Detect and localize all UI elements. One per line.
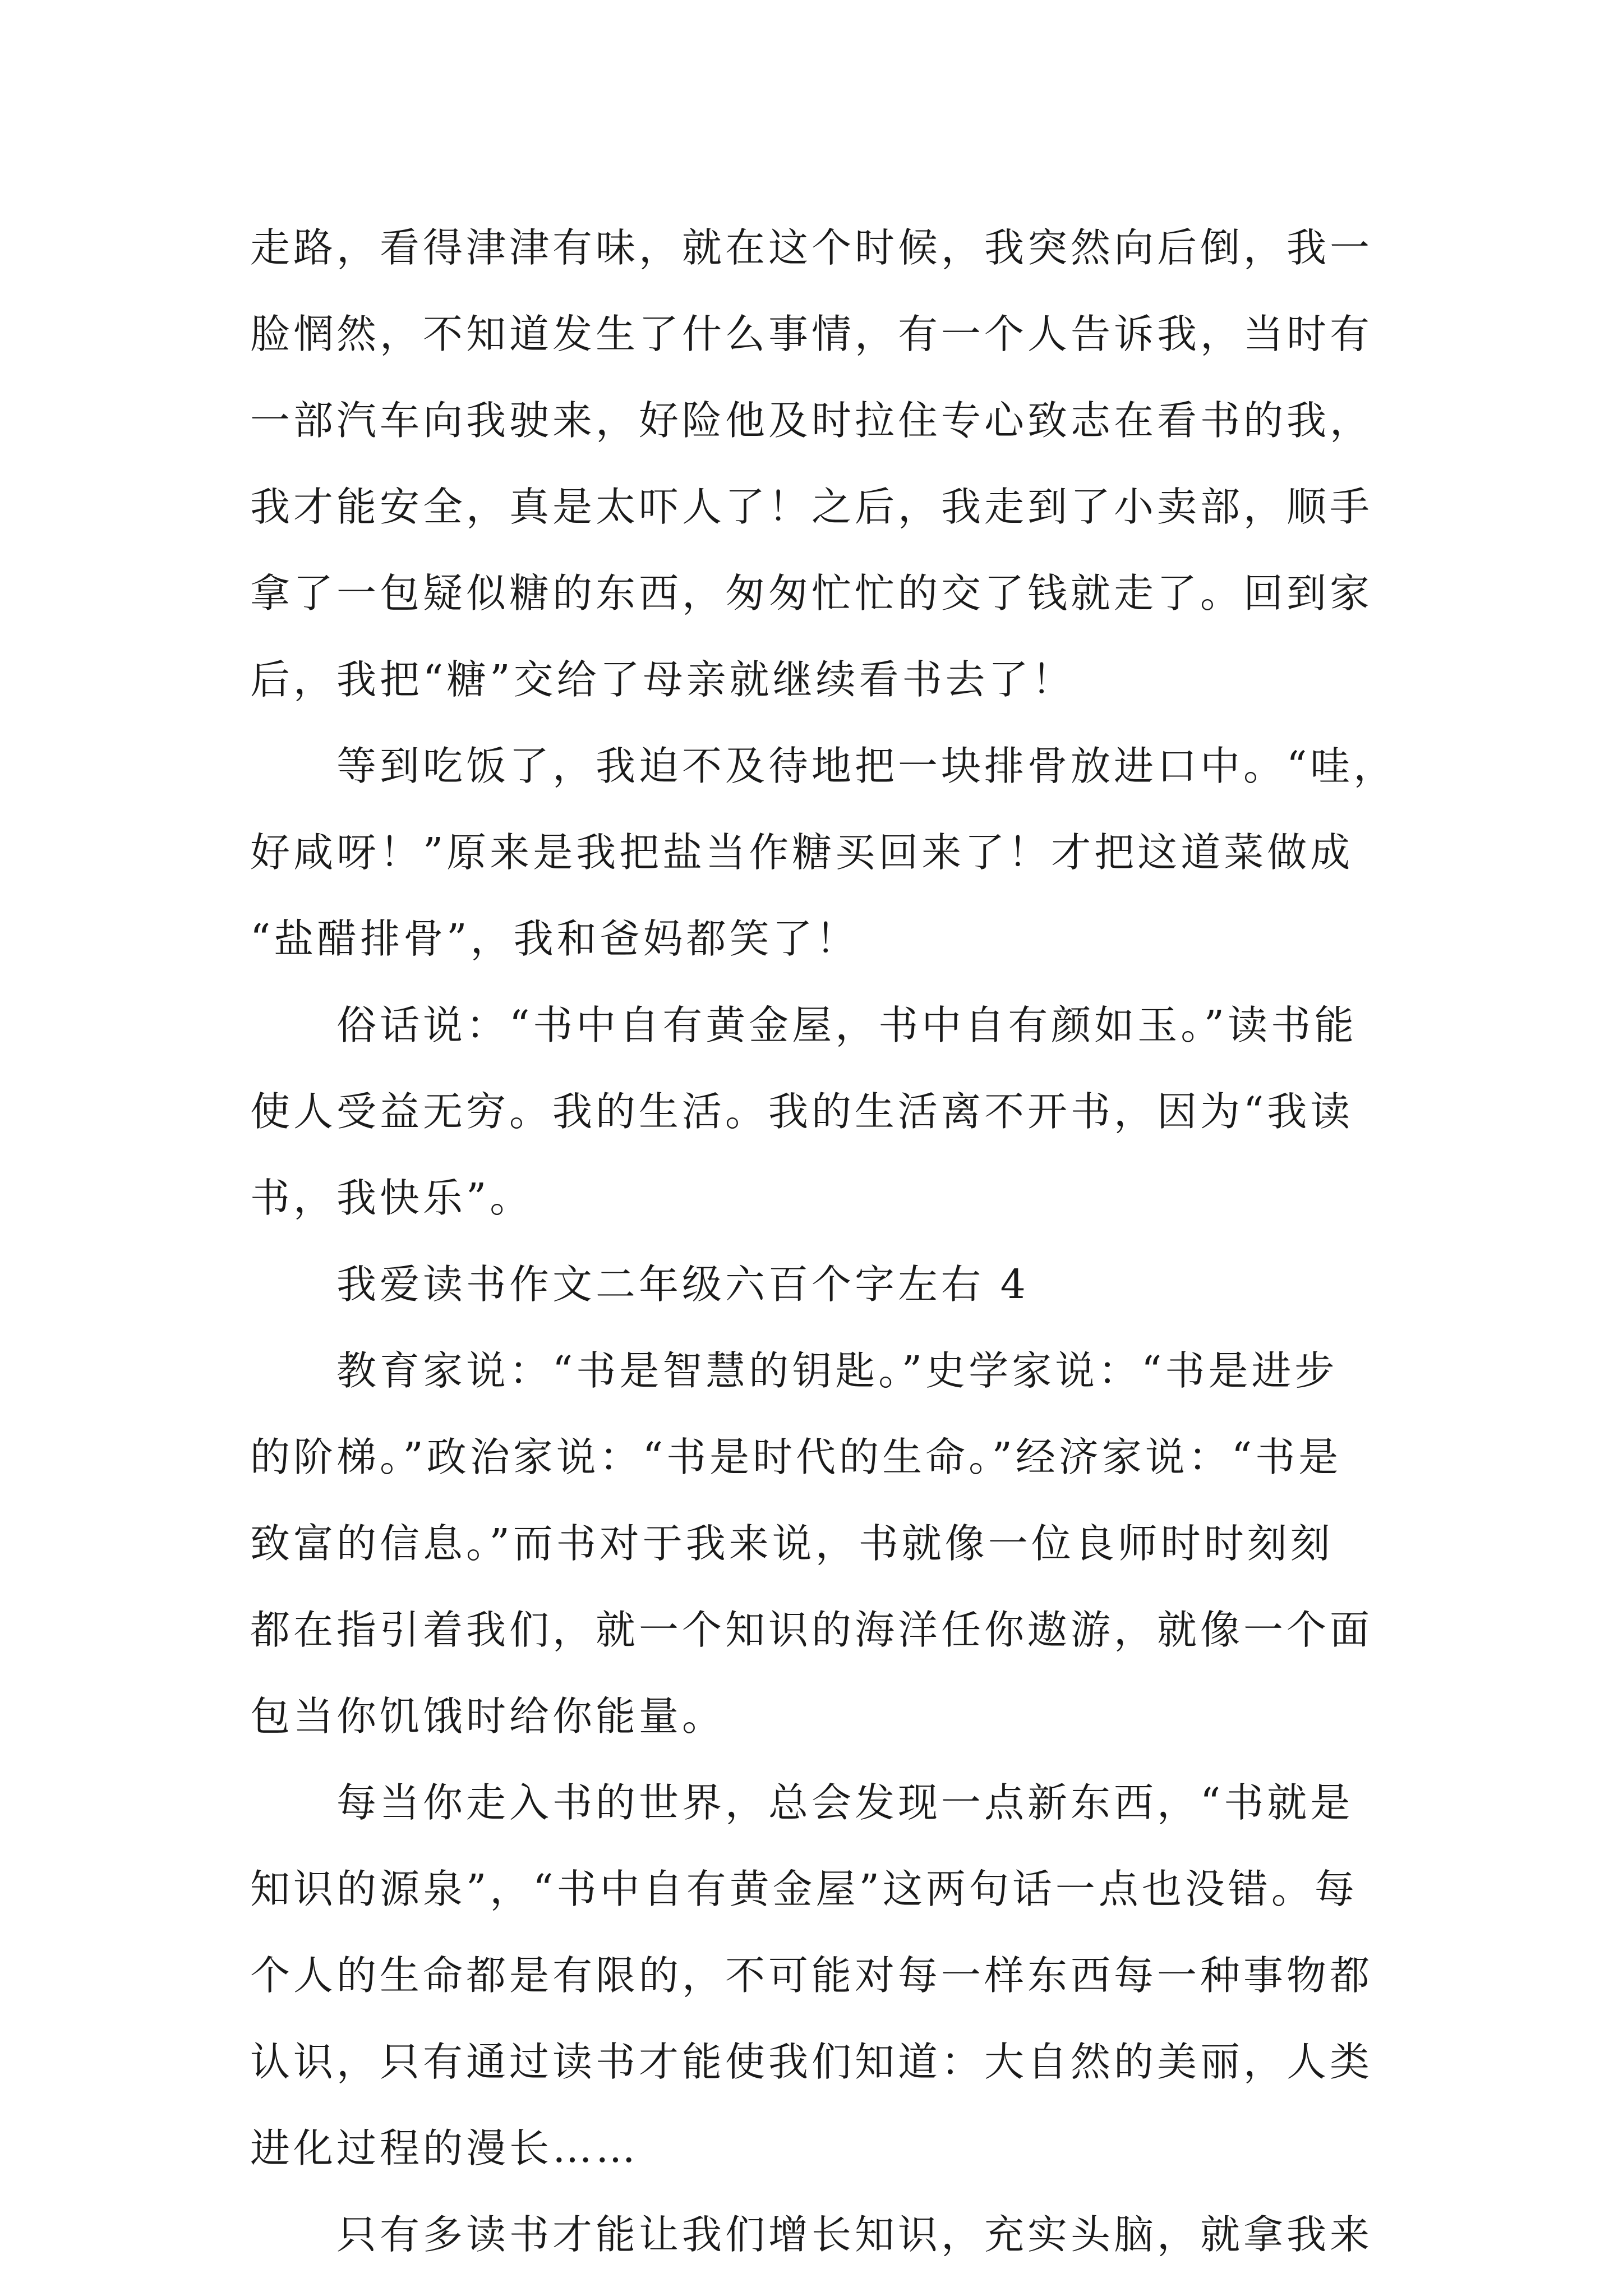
paragraph-first-line: 等到吃饭了，我迫不及待地把一块排骨放进口中。“哇， [336,743,1397,789]
text-line: 脸惘然，不知道发生了什么事情，有一个人告诉我，当时有 [250,311,1373,357]
section-heading: 我爱读书作文二年级六百个字左右 4 [336,1261,1029,1308]
text-line: 致富的信息。”而书对于我来说，书就像一位良师时时刻刻 [250,1520,1334,1567]
text-line: 书，我快乐”。 [250,1175,533,1221]
text-line: 拿了一包疑似糖的东西，匆匆忙忙的交了钱就走了。回到家 [250,570,1373,616]
document-body [250,205,1397,2278]
paragraph-first-line: 只有多读书才能让我们增长知识，充实头脑，就拿我来 [336,2211,1373,2258]
text-line: 包当你饥饿时给你能量。 [250,1693,726,1740]
text-line: “盐醋排骨”，我和爸妈都笑了！ [250,915,859,962]
paragraph-first-line: 每当你走入书的世界，总会发现一点新东西，“书就是 [336,1779,1354,1826]
text-line: 我才能安全，真是太吓人了！之后，我走到了小卖部，顺手 [250,484,1373,530]
text-line: 进化过程的漫长…… [250,2125,639,2171]
paragraph-first-line: 俗话说：“书中自有黄金屋，书中自有颜如玉。”读书能 [336,1002,1358,1048]
text-line: 认识，只有通过读书才能使我们知道：大自然的美丽，人类 [250,2039,1373,2085]
text-line: 的阶梯。”政治家说：“书是时代的生命。”经济家说：“书是 [250,1434,1342,1480]
text-line: 使人受益无穷。我的生活。我的生活离不开书，因为“我读 [250,1088,1354,1135]
text-line: 一部汽车向我驶来，好险他及时拉住专心致志在看书的我， [250,397,1373,444]
text-line: 走路，看得津津有味，就在这个时候，我突然向后倒，我一 [250,224,1373,271]
text-line: 都在指引着我们，就一个知识的海洋任你遨游，就像一个面 [250,1607,1373,1653]
text-line: 知识的源泉”，“书中自有黄金屋”这两句话一点也没错。每 [250,1866,1358,1912]
paragraph-first-line: 教育家说：“书是智慧的钥匙。”史学家说：“书是进步 [336,1347,1338,1394]
text-line: 后，我把“糖”交给了母亲就继续看书去了！ [250,656,1075,703]
text-line: 个人的生命都是有限的，不可能对每一样东西每一种事物都 [250,1952,1373,1999]
text-line: 好咸呀！”原来是我把盐当作糖买回来了！才把这道菜做成 [250,829,1354,876]
